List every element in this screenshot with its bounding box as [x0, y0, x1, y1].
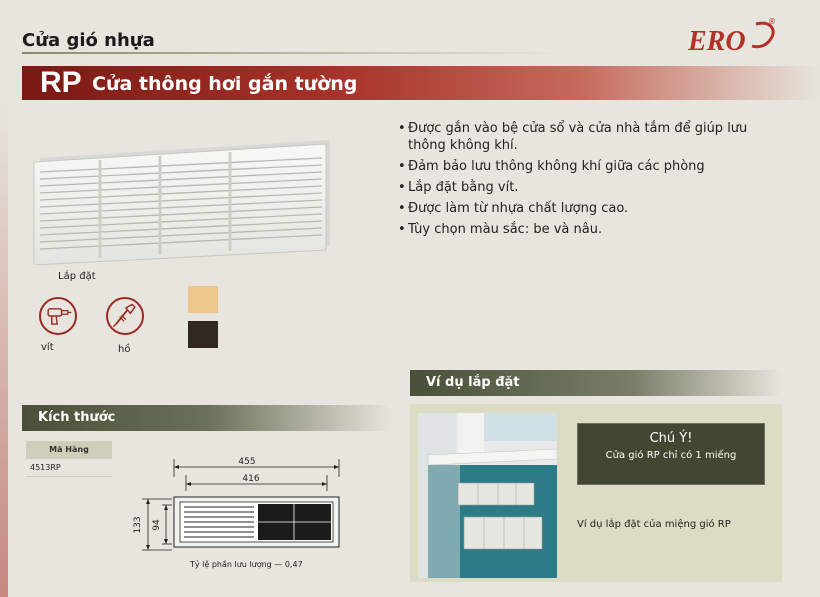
feature-item: • Được làm từ nhựa chất lượng cao. — [398, 200, 788, 217]
product-code-table — [26, 441, 112, 477]
installation-example-photo — [418, 413, 557, 578]
note-text: Cửa gió RP chỉ có 1 miếng — [605, 450, 737, 461]
logo-wordmark: ERO — [688, 26, 746, 56]
dimensions-section-header: Kích thước — [22, 405, 392, 431]
table-header: Mã Hàng — [26, 441, 112, 459]
color-swatch-brown — [188, 321, 218, 348]
table-row: 4513RP — [26, 459, 112, 477]
category-divider — [22, 52, 562, 54]
example-section-header: Ví dụ lắp đặt — [410, 370, 782, 396]
dim-height-inner: 94 — [152, 519, 162, 531]
logo-swoosh — [752, 23, 773, 47]
dim-width-outer: 455 — [238, 457, 256, 467]
left-edge-accent — [0, 100, 8, 597]
feature-item: • Tùy chọn màu sắc: be và nâu. — [398, 221, 788, 238]
install-method-screw-label: vít — [41, 342, 54, 353]
installation-label: Lắp đặt — [58, 271, 96, 282]
product-title: Cửa thông hơi gắn tường — [92, 73, 358, 95]
dim-width-inner: 416 — [242, 474, 260, 484]
logo-registered-mark: ® — [768, 17, 776, 26]
note-box — [577, 423, 765, 485]
product-code: RP — [40, 66, 82, 99]
example-caption: Ví dụ lắp đặt của miệng gió RP — [577, 519, 731, 530]
feature-list — [398, 120, 788, 242]
feature-item: • Được gắn vào bệ cửa sổ và cửa nhà tắm để giúp lưu thông không khí. — [398, 120, 788, 154]
color-swatch-beige — [188, 286, 218, 313]
feature-item: • Lắp đặt bằng vít. — [398, 179, 788, 196]
drill-icon — [39, 297, 77, 335]
glue-gun-icon — [106, 297, 144, 335]
category-title: Cửa gió nhựa — [22, 30, 155, 51]
ero-logo — [686, 16, 778, 56]
feature-item: • Đảm bảo lưu thông không khí giữa các phòng — [398, 158, 788, 175]
flow-ratio-text: Tỷ lệ phần lưu lượng — 0,47 — [190, 560, 303, 569]
product-image — [30, 138, 335, 265]
install-method-glue-label: hồ — [118, 344, 131, 355]
note-title: Chú Ý! — [649, 431, 693, 446]
dim-height-outer: 133 — [133, 516, 143, 534]
dimension-drawing — [130, 455, 360, 555]
